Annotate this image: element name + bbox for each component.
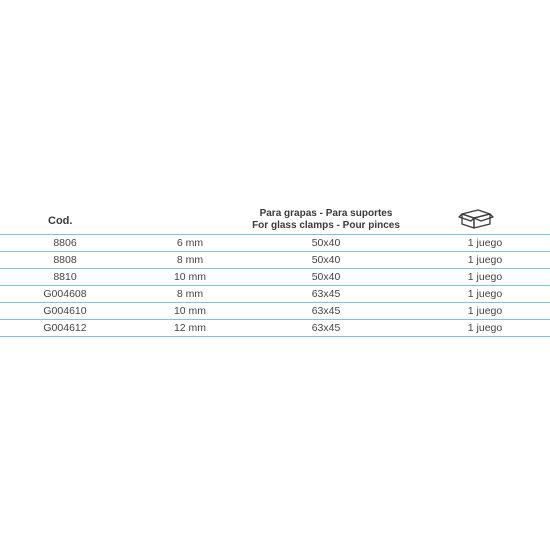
code-cell: 8808 bbox=[53, 254, 77, 266]
table-body bbox=[0, 234, 550, 337]
table-row bbox=[0, 302, 550, 319]
dimensions-cell: 63x45 bbox=[311, 322, 341, 334]
dimensions-cell: 50x40 bbox=[311, 237, 341, 249]
size-cell: 6 mm bbox=[176, 237, 204, 249]
code-column-header: Cod. bbox=[48, 215, 73, 227]
product-table bbox=[0, 204, 550, 337]
table-row bbox=[0, 285, 550, 302]
size-cell: 8 mm bbox=[176, 254, 204, 266]
size-cell: 8 mm bbox=[176, 288, 204, 300]
table-row bbox=[0, 319, 550, 337]
table-header bbox=[0, 204, 550, 234]
code-cell: G004608 bbox=[43, 288, 87, 300]
description-column-header bbox=[226, 208, 426, 232]
code-cell: 8810 bbox=[53, 271, 77, 283]
code-cell: G004610 bbox=[43, 305, 87, 317]
dimensions-cell: 63x45 bbox=[311, 288, 341, 300]
quantity-cell: 1 juego bbox=[467, 322, 503, 334]
box-icon bbox=[458, 208, 494, 230]
dimensions-cell: 50x40 bbox=[311, 271, 341, 283]
size-cell: 10 mm bbox=[173, 271, 207, 283]
quantity-cell: 1 juego bbox=[467, 271, 503, 283]
dimensions-cell: 63x45 bbox=[311, 305, 341, 317]
table-row bbox=[0, 234, 550, 251]
dimensions-cell: 50x40 bbox=[311, 254, 341, 266]
table-row bbox=[0, 268, 550, 285]
size-cell: 10 mm bbox=[173, 305, 207, 317]
quantity-cell: 1 juego bbox=[467, 288, 503, 300]
table-row bbox=[0, 251, 550, 268]
quantity-cell: 1 juego bbox=[467, 305, 503, 317]
quantity-cell: 1 juego bbox=[467, 254, 503, 266]
description-header-line-2: For glass clamps - Pour pinces bbox=[252, 220, 400, 231]
code-cell: 8806 bbox=[53, 237, 77, 249]
quantity-cell: 1 juego bbox=[467, 237, 503, 249]
size-cell: 12 mm bbox=[173, 322, 207, 334]
code-cell: G004612 bbox=[43, 322, 87, 334]
description-header-line-1: Para grapas - Para suportes bbox=[259, 208, 393, 219]
